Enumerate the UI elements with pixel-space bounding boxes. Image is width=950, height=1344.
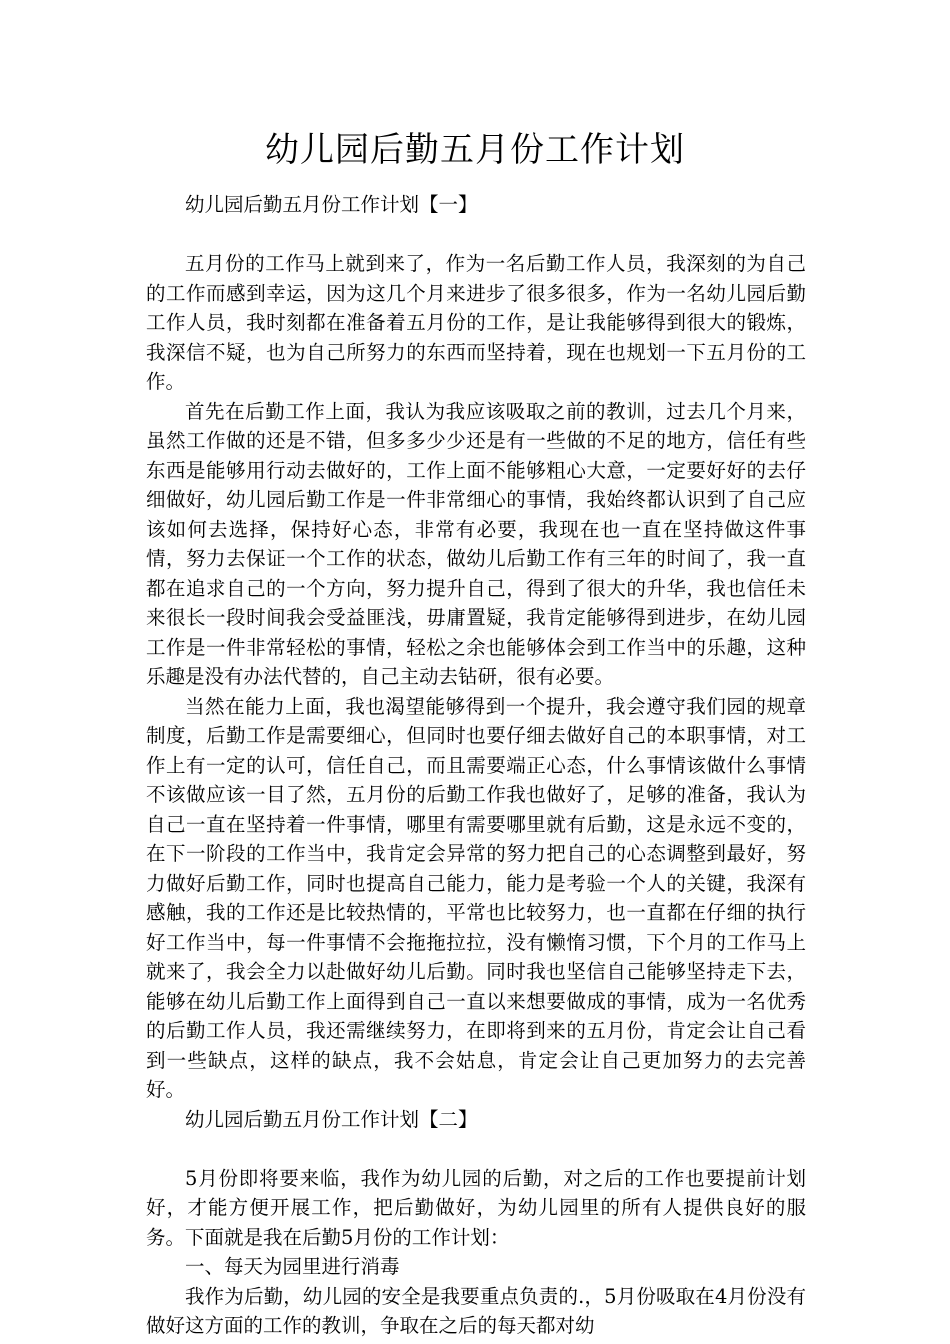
section-heading-2: 幼儿园后勤五月份工作计划【二】 <box>185 1107 478 1131</box>
paragraph: 五月份的工作马上就到来了，作为一名后勤工作人员，我深刻的为自己的工作而感到幸运，因为这几个月来进步了很多很多，作为一名幼儿园后勤工作人员，我时刻都在准备着五月份的工作，是让我能够得到很大的锻炼，我深信不疑，也为自己所努力的东西而坚持着，现在也规划一下五月份的工作。 <box>146 252 806 393</box>
paragraph: 首先在后勤工作上面，我认为我应该吸取之前的教训，过去几个月来，虽然工作做的还是不错，但多多少少还是有一些做的不足的地方，信任有些东西是能够用行动去做好的，工作上面不能够粗心大意，一定要好好的去仔细做好，幼儿园后勤工作是一件非常细心的事情，我始终都认识到了自己应该如何去选择，保持好心态，非常有必要，我现在也一直在坚持做这件事情，努力去保证一个工作的状态，做幼儿后勤工作有三年的时间了，我一直都在追求自己的一个方向，努力提升自己，得到了很大的升华，我也信任未来很长一段时间我会受益匪浅，毋庸置疑，我肯定能够得到进步，在幼儿园工作是一件非常轻松的事情，轻松之余也能够体会到工作当中的乐趣，这种乐趣是没有办法代替的，自己主动去钻研，很有必要。 <box>146 399 806 688</box>
paragraph: 当然在能力上面，我也渴望能够得到一个提升，我会遵守我们园的规章制度，后勤工作是需要细心，但同时也要仔细去做好自己的本职事情，对工作上有一定的认可，信任自己，而且需要端正心态，什么事情该做什么事情不该做应该一目了然，五月份的后勤工作我也做好了，足够的准备，我认为自己一直在坚持着一件事情，哪里有需要哪里就有后勤，这是永远不变的，在下一阶段的工作当中，我肯定会异常的努力把自己的心态调整到最好，努力做好后勤工作，同时也提高自己能力，能力是考验一个人的关键，我深有感触，我的工作还是比较热情的，平常也比较努力，也一直都在仔细的执行好工作当中，每一件事情不会拖拖拉拉，没有懒惰习惯，下个月的工作马上就来了，我会全力以赴做好幼儿后勤。同时我也坚信自己能够坚持走下去，能够在幼儿后勤工作上面得到自己一直以来想要做成的事情，成为一名优秀的后勤工作人员，我还需继续努力，在即将到来的五月份，肯定会让自己看到一些缺点，这样的缺点，我不会姑息，肯定会让自己更加努力的去完善好。 <box>146 694 806 1101</box>
list-item-heading: 一、每天为园里进行消毒 <box>185 1255 400 1278</box>
paragraph: 我作为后勤，幼儿园的安全是我要重点负责的.，5月份吸取在4月份没有做好这方面的工作的教训，争取在之后的每天都对幼 <box>146 1284 806 1337</box>
document-title: 幼儿园后勤五月份工作计划 <box>265 130 685 170</box>
section-heading-1: 幼儿园后勤五月份工作计划【一】 <box>185 193 478 216</box>
document-body <box>146 190 806 1341</box>
paragraph: 5月份即将要来临，我作为幼儿园的后勤，对之后的工作也要提前计划好，才能方便开展工作，把后勤做好，为幼儿园里的所有人提供良好的服务。下面就是我在后勤5月份的工作计划： <box>146 1166 806 1249</box>
